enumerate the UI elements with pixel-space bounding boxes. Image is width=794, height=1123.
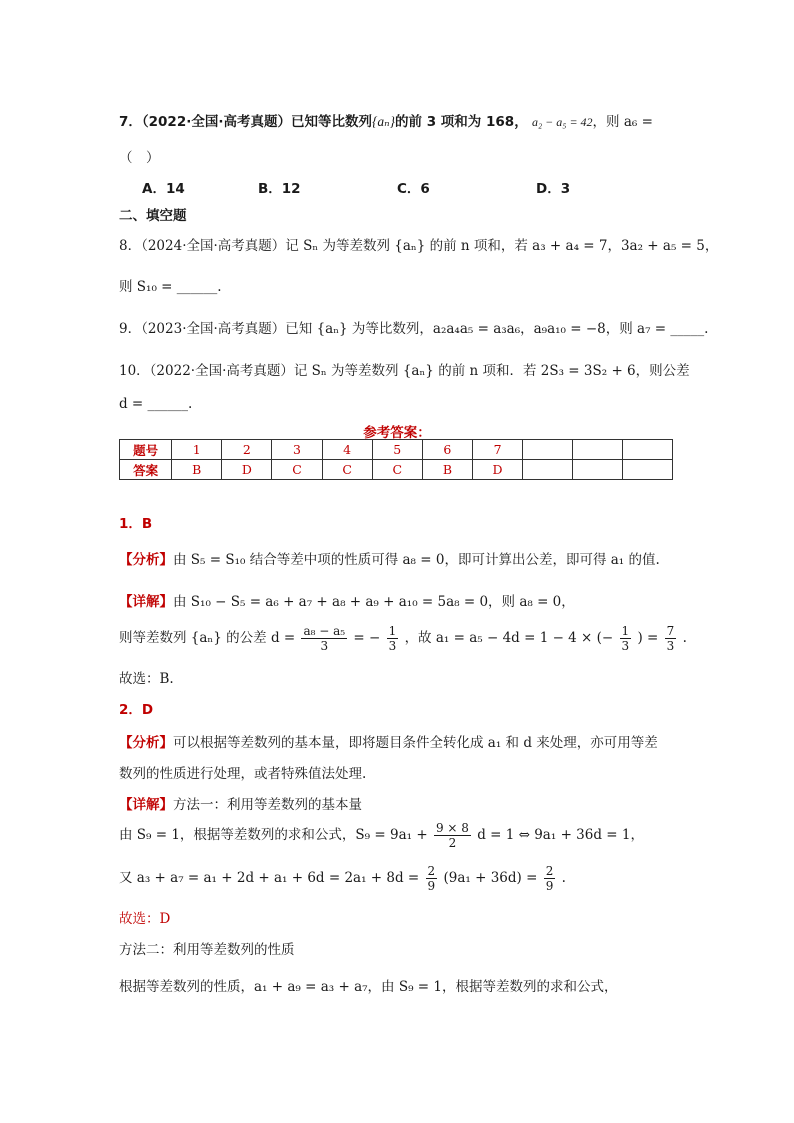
q9-line1: 9．（2023·全国·高考真题）已知 {aₙ} 为等比数列，a₂a₄a₅ = a₃a₆，a₉a₁₀ = −8，则 a₇ = _____. xyxy=(119,321,709,337)
frac-den: 2 xyxy=(448,836,457,850)
q7-paren: （ ） xyxy=(119,150,160,166)
frac-den: 3 xyxy=(388,639,397,653)
q7-tail: ，则 a₆ = xyxy=(592,114,653,130)
row-head-number: 题号 xyxy=(120,440,172,460)
q8-line1: 8．（2024·全国·高考真题）记 Sₙ 为等差数列 {aₙ} 的前 n 项和，若 a₃ + a₄ = 7，3a₂ + a₅ = 5， xyxy=(119,238,719,254)
sol2-analysis2: 数列的性质进行处理，或者特殊值法处理. xyxy=(119,766,367,782)
answer-table xyxy=(119,439,673,480)
sol2-l2-b: (9a₁ + 36d) = xyxy=(443,870,538,886)
sol1-line3-d: ) = xyxy=(637,630,659,646)
cell-answer xyxy=(622,460,672,480)
sol1-head: 1．B xyxy=(119,516,153,532)
sol2-l1-b: d = 1 ⇔ 9a₁ + 36d = 1， xyxy=(477,827,644,843)
frac-num: a₈ − a₅ xyxy=(303,624,346,638)
sol2-head: 2．D xyxy=(119,702,154,718)
sol2-line1 xyxy=(119,818,644,852)
cell-number: 3 xyxy=(272,440,322,460)
cell-answer: B xyxy=(172,460,222,480)
q7-mid: 的前 3 项和为 168， xyxy=(395,114,528,130)
frac-num: 1 xyxy=(388,624,397,638)
frac-den: 3 xyxy=(320,639,329,653)
sol1-line3-c: ，故 a₁ = a₅ − 4d = 1 − 4 × (− xyxy=(404,630,614,646)
sol2-method1-text: 方法一：利用等差数列的基本量 xyxy=(173,797,362,813)
sol1-detail xyxy=(119,590,575,610)
cell-answer: B xyxy=(422,460,472,480)
q7-cond: a₂ − a₅ = 42 xyxy=(532,115,593,129)
sol1-line3-a: 则等差数列 {aₙ} 的公差 d = xyxy=(119,630,296,646)
frac-num: 9 × 8 xyxy=(435,821,469,835)
fraction xyxy=(301,624,347,653)
sol2-line2 xyxy=(119,861,566,895)
sol2-method2: 方法二：利用等差数列的性质 xyxy=(119,942,295,958)
fraction xyxy=(387,624,399,653)
answers-title: 参考答案： xyxy=(363,425,431,441)
sol1-analysis-tag: 【分析】 xyxy=(119,552,173,568)
cell-number: 4 xyxy=(322,440,372,460)
cell-number: 2 xyxy=(222,440,272,460)
frac-num: 2 xyxy=(545,864,554,878)
fraction xyxy=(544,864,556,893)
cell-answer: D xyxy=(472,460,522,480)
fraction xyxy=(620,624,632,653)
frac-den: 9 xyxy=(427,879,436,893)
fraction xyxy=(434,821,471,850)
q7-option-d: D．3 xyxy=(536,181,571,197)
cell-number xyxy=(523,440,573,460)
sol1-choose: 故选：B. xyxy=(119,671,174,687)
cell-answer xyxy=(523,460,573,480)
cell-number xyxy=(622,440,672,460)
q7-option-a: A．14 xyxy=(142,181,185,197)
q7-option-b: B．12 xyxy=(258,181,301,197)
sol1-line3 xyxy=(119,621,687,655)
sol2-analysis1 xyxy=(119,731,658,751)
sol2-detail-tag: 【详解】 xyxy=(119,797,173,813)
q7-prefix: 7．（2022·全国·高考真题）已知等比数列 xyxy=(119,114,372,130)
cell-answer: C xyxy=(272,460,322,480)
sol1-detail-tag: 【详解】 xyxy=(119,594,173,610)
frac-den: 3 xyxy=(666,639,675,653)
frac-num: 7 xyxy=(666,624,675,638)
q8-line2: 则 S₁₀ = ______. xyxy=(119,279,222,295)
cell-answer: D xyxy=(222,460,272,480)
sol2-choose-text: 故选：D xyxy=(119,911,171,927)
fraction xyxy=(426,864,438,893)
sol2-method1 xyxy=(119,793,362,813)
cell-number: 5 xyxy=(372,440,422,460)
frac-num: 1 xyxy=(621,624,630,638)
sol1-line3-e: . xyxy=(682,630,687,646)
cell-answer: C xyxy=(372,460,422,480)
cell-number xyxy=(573,440,623,460)
fraction xyxy=(665,624,677,653)
sol1-detail-text: 由 S₁₀ − S₅ = a₆ + a₇ + a₈ + a₉ + a₁₀ = 5a₈ = 0，则 a₈ = 0， xyxy=(173,594,575,610)
section-fill-blank-heading: 二、填空题 xyxy=(119,208,187,224)
cell-number: 6 xyxy=(422,440,472,460)
cell-number: 1 xyxy=(172,440,222,460)
frac-num: 2 xyxy=(427,864,436,878)
cell-number: 7 xyxy=(472,440,522,460)
cell-answer: C xyxy=(322,460,372,480)
sol1-line3-b: = − xyxy=(353,630,381,646)
q10-line2: d = ______. xyxy=(119,396,193,412)
q7-option-c: C．6 xyxy=(397,181,430,197)
sol1-analysis-text: 由 S₅ = S₁₀ 结合等差中项的性质可得 a₈ = 0，即可计算出公差，即可得 a₁ 的值. xyxy=(173,552,660,568)
sol2-analysis-tag: 【分析】 xyxy=(119,735,173,751)
sol2-analysis-text1: 可以根据等差数列的基本量，即将题目条件全转化成 a₁ 和 d 来处理，亦可用等差 xyxy=(173,735,658,751)
table-row xyxy=(120,460,673,480)
frac-den: 9 xyxy=(545,879,554,893)
sol1-analysis xyxy=(119,548,660,568)
sol2-last: 根据等差数列的性质，a₁ + a₉ = a₃ + a₇，由 S₉ = 1，根据等差数列的求和公式， xyxy=(119,979,618,995)
q7-line xyxy=(119,110,653,130)
sol2-l2-c: . xyxy=(561,870,566,886)
sol2-l1-a: 由 S₉ = 1，根据等差数列的求和公式，S₉ = 9a₁ + xyxy=(119,827,428,843)
q10-line1: 10．（2022·全国·高考真题）记 Sₙ 为等差数列 {aₙ} 的前 n 项和．若 2S₃ = 3S₂ + 6，则公差 xyxy=(119,363,690,379)
sol2-choose xyxy=(119,907,170,927)
q7-seq: {aₙ} xyxy=(371,114,396,129)
table-row xyxy=(120,440,673,460)
sol2-l2-a: 又 a₃ + a₇ = a₁ + 2d + a₁ + 6d = 2a₁ + 8d = xyxy=(119,870,420,886)
frac-den: 3 xyxy=(621,639,630,653)
cell-answer xyxy=(573,460,623,480)
row-head-answer: 答案 xyxy=(120,460,172,480)
